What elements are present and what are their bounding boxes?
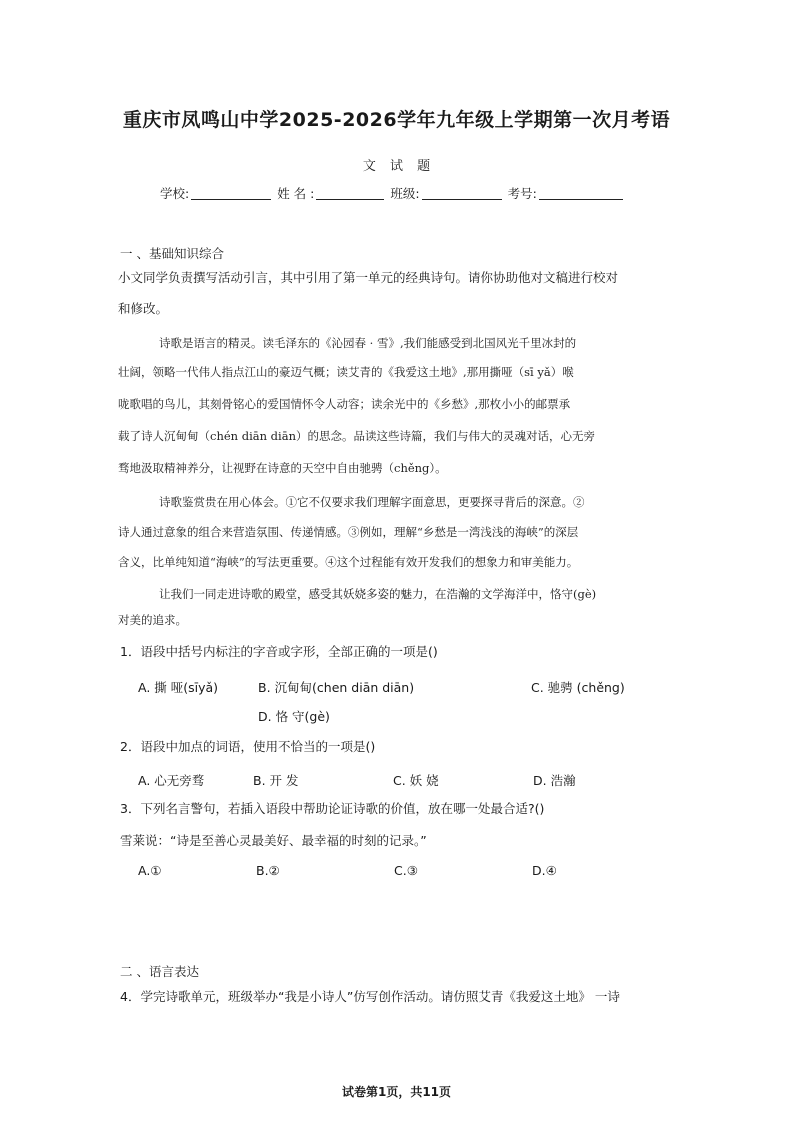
- intro-line: 和修改。: [118, 301, 169, 316]
- q3-option-d[interactable]: D.④: [532, 863, 557, 878]
- q1-option-a[interactable]: A. 撕 哑(sīyǎ): [138, 680, 219, 695]
- passage-line: 载了诗人沉甸甸（chén diān diān）的思念。品读这些诗篇，我们与伟大的灵魂对话，心无旁: [118, 429, 595, 443]
- q2-option-c[interactable]: C. 妖 娆: [393, 773, 439, 788]
- q2-option-a[interactable]: A. 心无旁骛: [138, 773, 205, 788]
- number-blank[interactable]: [539, 186, 623, 200]
- q3-option-a[interactable]: A.①: [138, 863, 162, 878]
- passage-line: 诗人通过意象的组合来营造氛围、传递情感。③例如，理解“乡愁是一湾浅浅的海峡”的深层: [118, 525, 579, 539]
- question-2-stem: 2．语段中加点的词语，使用不恰当的一项是(): [120, 739, 376, 754]
- question-3-quote: 雪莱说：“诗是至善心灵最美好、最幸福的时刻的记录。”: [120, 833, 427, 848]
- question-1-stem: 1．语段中括号内标注的字音或字形，全部正确的一项是(): [120, 644, 438, 659]
- school-blank[interactable]: [191, 186, 271, 200]
- name-label: 姓 名 :: [277, 186, 315, 201]
- passage-line: 壮阔，领略一代伟人指点江山的豪迈气概；读艾青的《我爱这土地》,那用撕哑（sī yǎ）喉: [118, 365, 574, 379]
- name-blank[interactable]: [316, 186, 384, 200]
- question-3-stem: 3．下列名言警句，若插入语段中帮助论证诗歌的价值，放在哪一处最合适?(): [120, 801, 545, 816]
- passage-line: 对美的追求。: [118, 613, 187, 627]
- page-title: 重庆市凤鸣山中学2025-2026学年九年级上学期第一次月考语: [122, 109, 671, 131]
- question-4-stem: 4．学完诗歌单元，班级举办“我是小诗人”仿写创作活动。请仿照艾青《我爱这土地》 一诗: [120, 989, 620, 1004]
- section1-heading: 一 、基础知识综合: [120, 246, 224, 261]
- q3-option-b[interactable]: B.②: [256, 863, 280, 878]
- page-footer: 试卷第1页，共11页: [341, 1085, 452, 1099]
- passage-line: 骛地汲取精神养分，让视野在诗意的天空中自由驰骋（chěng）。: [118, 461, 447, 475]
- q3-option-c[interactable]: C.③: [394, 863, 418, 878]
- passage-line: 让我们一同走进诗歌的殿堂，感受其妖娆多姿的魅力，在浩瀚的文学海洋中，恪守(gè): [159, 587, 597, 601]
- subtitle-char: 文: [362, 159, 376, 174]
- q1-option-c[interactable]: C. 驰骋 (chěng): [531, 680, 625, 695]
- student-info-line: [160, 184, 625, 202]
- q1-option-b[interactable]: B. 沉甸甸(chen diān diān): [258, 680, 415, 695]
- page-subtitle: [0, 155, 793, 174]
- q2-option-d[interactable]: D. 浩瀚: [533, 773, 576, 788]
- section2-heading: 二 、语言表达: [120, 964, 199, 979]
- q1-option-d[interactable]: D. 恪 守(gè): [258, 709, 330, 724]
- passage-line: 诗歌鉴赏贵在用心体会。①它不仅要求我们理解字面意思，更要探寻背后的深意。②: [159, 495, 585, 509]
- school-label: 学校:: [160, 186, 190, 201]
- passage-line: 咙歌唱的鸟儿，其刻骨铭心的爱国情怀令人动容；读余光中的《乡愁》,那枚小小的邮票承: [118, 397, 571, 411]
- q2-option-b[interactable]: B. 开 发: [253, 773, 299, 788]
- intro-line: 小文同学负责撰写活动引言，其中引用了第一单元的经典诗句。请你协助他对文稿进行校对: [118, 270, 619, 285]
- class-blank[interactable]: [422, 186, 502, 200]
- class-label: 班级:: [390, 186, 420, 201]
- subtitle-char: 试: [389, 159, 403, 174]
- passage-line: 诗歌是语言的精灵。读毛泽东的《沁园春 · 雪》,我们能感受到北国风光千里冰封的: [159, 336, 577, 350]
- passage-line: 含义，比单纯知道“海峡”的写法更重要。④这个过程能有效开发我们的想象力和审美能力。: [118, 555, 579, 569]
- subtitle-char: 题: [417, 159, 431, 174]
- number-label: 考号:: [507, 186, 537, 201]
